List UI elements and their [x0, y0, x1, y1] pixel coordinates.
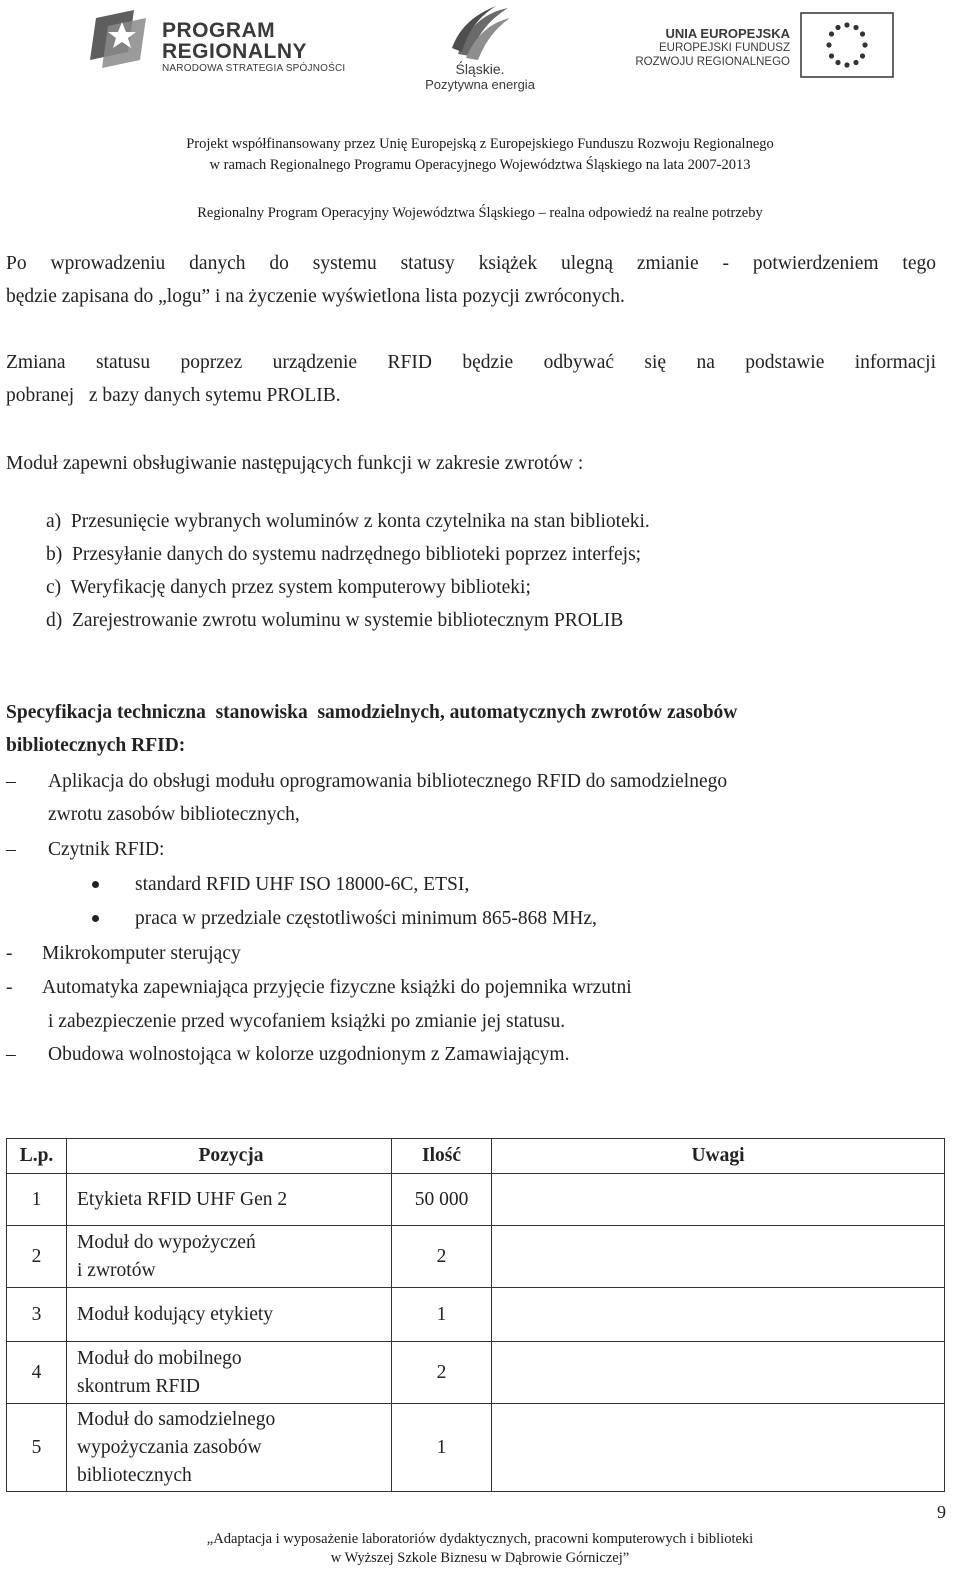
spec-item-5: Obudowa wolnostojąca w kolorze uzgodnionym z Zamawiającym.	[48, 1044, 570, 1065]
logo-program-line1: PROGRAM	[162, 19, 276, 42]
cell-lp: 1	[7, 1174, 67, 1226]
spec-item-1-dash: –	[6, 771, 16, 792]
spec-bullet-1: standard RFID UHF ISO 18000-6C, ETSI,	[135, 874, 470, 895]
bullet-icon	[92, 881, 99, 888]
spec-item-1-line-1: Aplikacja do obsługi modułu oprogramowania bibliotecznego RFID do samodzielnego	[48, 771, 728, 792]
cell-pozycja-line: bibliotecznych	[77, 1464, 192, 1486]
cell-pozycja-line: wypożyczania zasobów	[77, 1436, 262, 1458]
footer-line-1: „Adaptacja i wyposażenie laboratoriów dydaktycznych, pracowni komputerowych i biblioteki	[206, 1531, 754, 1547]
unia-europejska-logo	[622, 12, 942, 82]
program-regionalny-logo	[88, 6, 388, 86]
cell-pozycja-line: Moduł do mobilnego	[77, 1347, 242, 1369]
column-header-ilosc: Ilość	[392, 1139, 492, 1174]
eu-flag-icon	[800, 12, 894, 78]
list-item-d: d) Zarejestrowanie zwrotu woluminu w systemie bibliotecznym PROLIB	[46, 610, 624, 631]
program-slogan: Regionalny Program Operacyjny Województwa Śląskiego – realna odpowiedź na realne potrzeby	[197, 205, 763, 221]
spec-heading-line-2: bibliotecznych RFID:	[6, 735, 186, 756]
spec-item-4-hyphen: -	[6, 977, 13, 998]
cell-pozycja	[67, 1342, 392, 1404]
logo-ue-line2: EUROPEJSKI FUNDUSZ	[659, 42, 790, 54]
cell-lp: 3	[7, 1288, 67, 1342]
paragraph-1-line-1: Po wprowadzeniu danych do systemu statusy książek ulegną zmianie - potwierdzeniem tego	[6, 253, 936, 274]
program-regionalny-emblem-icon	[88, 8, 154, 78]
cell-ilosc: 50 000	[392, 1174, 492, 1226]
cell-pozycja-line: Moduł do samodzielnego	[77, 1408, 276, 1430]
table-row	[7, 1288, 945, 1342]
footer-line-2: w Wyższej Szkole Biznesu w Dąbrowie Górniczej”	[330, 1550, 630, 1566]
paragraph-2-line-2: pobranej z bazy danych sytemu PROLIB.	[6, 385, 341, 406]
cell-ilosc: 2	[392, 1342, 492, 1404]
paragraph-1-line-2: będzie zapisana do „logu” i na życzenie wyświetlona lista pozycji zwróconych.	[6, 286, 625, 307]
column-header-pozycja: Pozycja	[67, 1139, 392, 1174]
table-row	[7, 1174, 945, 1226]
cell-pozycja	[67, 1288, 392, 1342]
bullet-icon	[92, 915, 99, 922]
list-item-b: b) Przesyłanie danych do systemu nadrzędnego biblioteki poprzez interfejs;	[46, 544, 642, 565]
column-header-lp: L.p.	[7, 1139, 67, 1174]
spec-bullet-2: praca w przedziale częstotliwości minimum 865-868 MHz,	[135, 908, 597, 929]
spec-item-4-line-1: Automatyka zapewniająca przyjęcie fizyczne książki do pojemnika wrzutni	[42, 977, 632, 998]
spec-heading-line-1: Specyfikacja techniczna stanowiska samodzielnych, automatycznych zwrotów zasobów	[6, 702, 738, 723]
table-row	[7, 1342, 945, 1404]
cell-uwagi	[492, 1226, 945, 1288]
slaskie-logo	[410, 4, 550, 94]
spec-item-1-line-2: zwrotu zasobów bibliotecznych,	[48, 804, 300, 825]
cell-lp: 5	[7, 1404, 67, 1492]
cell-uwagi	[492, 1342, 945, 1404]
paragraph-3: Moduł zapewni obsługiwanie następujących funkcji w zakresie zwrotów :	[6, 453, 584, 474]
column-header-uwagi: Uwagi	[492, 1139, 945, 1174]
spec-item-5-dash: –	[6, 1044, 16, 1065]
spec-item-2: Czytnik RFID:	[48, 839, 165, 860]
spec-item-3-hyphen: -	[6, 943, 13, 964]
cell-ilosc: 2	[392, 1226, 492, 1288]
cell-lp: 4	[7, 1342, 67, 1404]
cell-ilosc: 1	[392, 1404, 492, 1492]
cell-pozycja-line: skontrum RFID	[77, 1375, 200, 1397]
spec-item-2-dash: –	[6, 839, 16, 860]
cell-uwagi	[492, 1174, 945, 1226]
cell-pozycja-line: Etykieta RFID UHF Gen 2	[77, 1188, 288, 1210]
logo-ue-line1: UNIA EUROPEJSKA	[665, 26, 790, 41]
cell-ilosc: 1	[392, 1288, 492, 1342]
list-item-a: a) Przesunięcie wybranych woluminów z konta czytelnika na stan biblioteki.	[46, 511, 650, 532]
slaskie-swoosh-icon	[448, 4, 514, 62]
paragraph-2-line-1: Zmiana statusu poprzez urządzenie RFID będzie odbywać się na podstawie informacji	[6, 352, 936, 373]
cell-uwagi	[492, 1288, 945, 1342]
logo-program-line3: NARODOWA STRATEGIA SPÓJNOŚCI	[162, 63, 346, 74]
cell-pozycja-line: Moduł kodujący etykiety	[77, 1303, 274, 1325]
list-item-c: c) Weryfikację danych przez system komputerowy biblioteki;	[46, 577, 531, 598]
page-number: 9	[937, 1502, 946, 1522]
cell-pozycja-line: i zwrotów	[77, 1259, 156, 1281]
logo-ue-line3: ROZWOJU REGIONALNEGO	[635, 56, 790, 68]
cell-pozycja	[67, 1404, 392, 1492]
table-row	[7, 1404, 945, 1492]
logo-slaskie-line2: Pozytywna energia	[425, 77, 535, 92]
cell-uwagi	[492, 1404, 945, 1492]
cell-pozycja-line: Moduł do wypożyczeń	[77, 1231, 256, 1253]
table-row	[7, 1226, 945, 1288]
logo-program-line2: REGIONALNY	[162, 40, 308, 63]
spec-item-4-line-2: i zabezpieczenie przed wycofaniem książki po zmianie jej statusu.	[48, 1011, 566, 1032]
cell-pozycja	[67, 1226, 392, 1288]
cofinancing-line-2: w ramach Regionalnego Programu Operacyjnego Województwa Śląskiego na lata 2007-2013	[209, 157, 751, 173]
table-header-row	[7, 1139, 945, 1174]
cell-pozycja	[67, 1174, 392, 1226]
cofinancing-line-1: Projekt współfinansowany przez Unię Europejską z Europejskiego Funduszu Rozwoju Regionalnego	[186, 136, 774, 152]
items-table	[6, 1138, 945, 1492]
logo-slaskie-line1: Śląskie.	[455, 61, 505, 77]
spec-item-3: Mikrokomputer sterujący	[42, 943, 241, 964]
cell-lp: 2	[7, 1226, 67, 1288]
